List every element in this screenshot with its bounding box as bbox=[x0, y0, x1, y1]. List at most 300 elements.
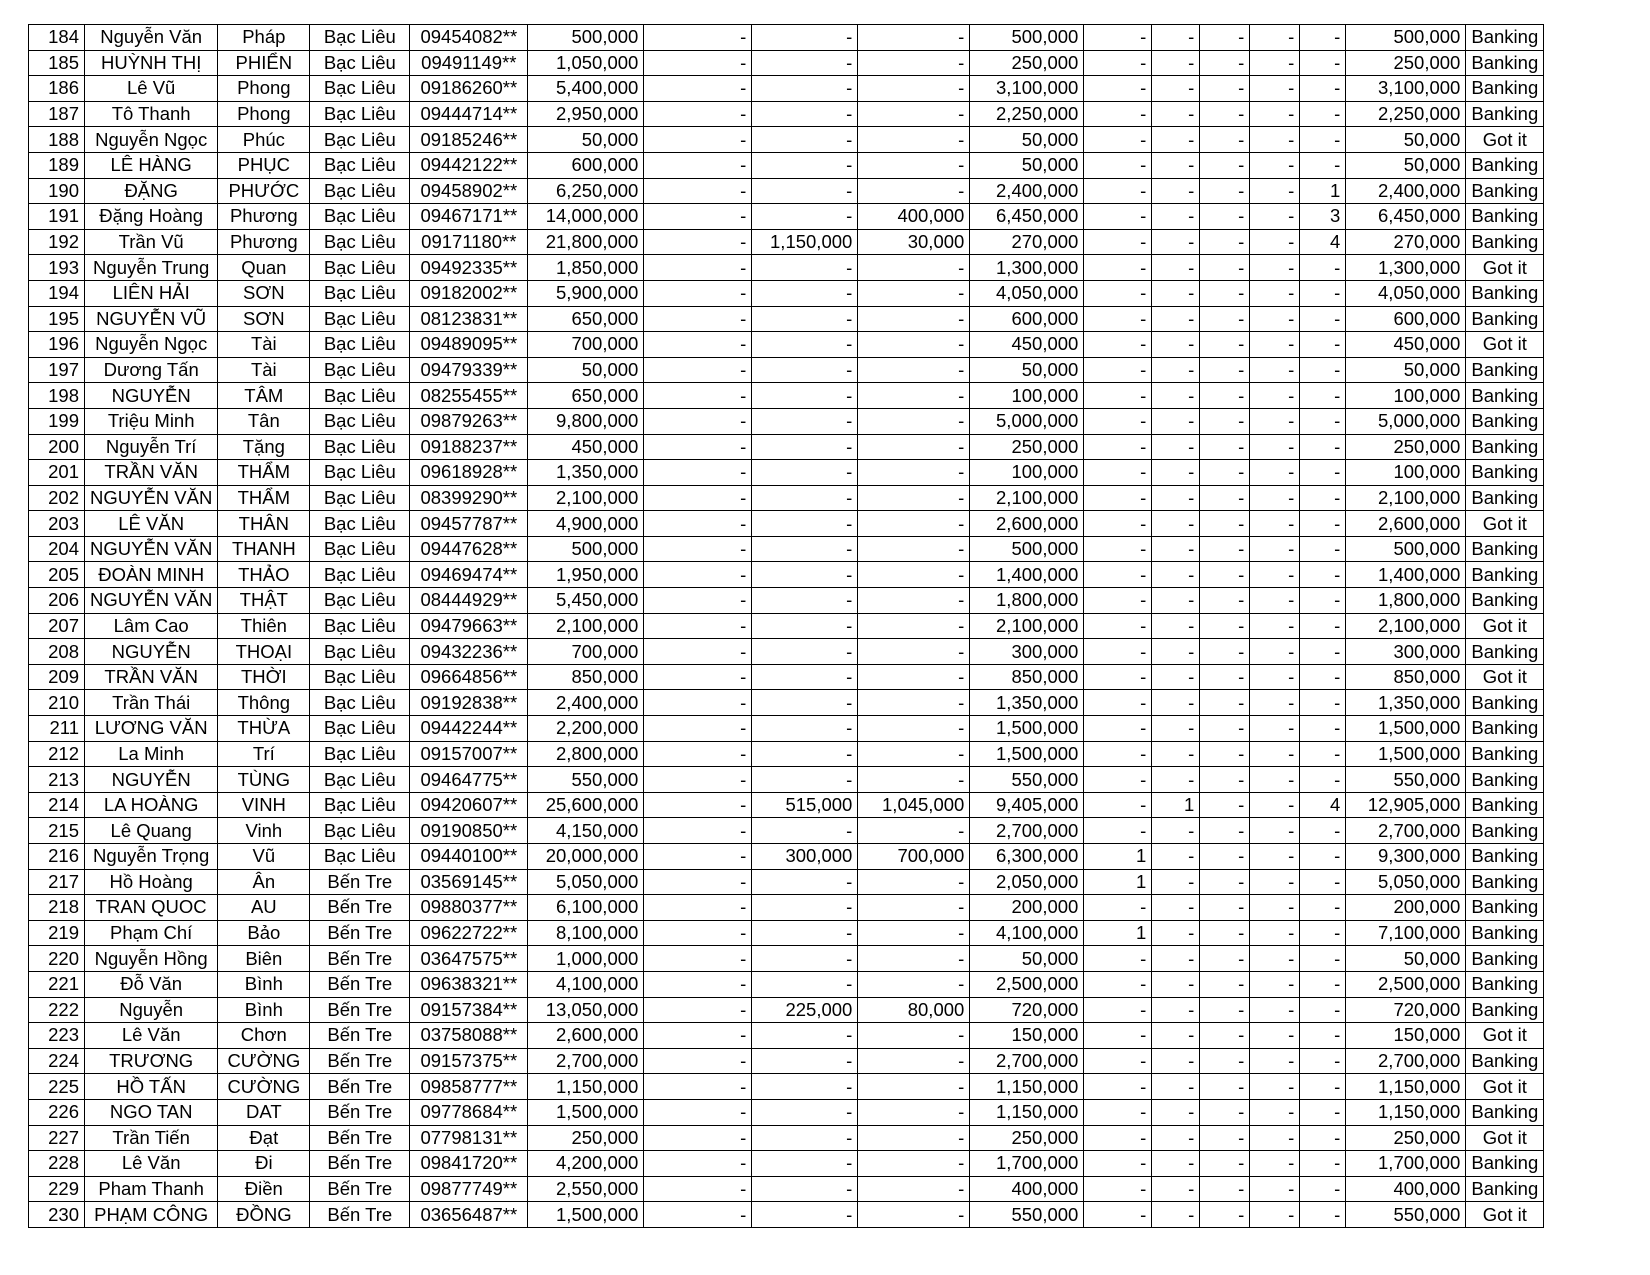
cell-flag-3: - bbox=[1200, 920, 1250, 946]
cell-amount-final: 250,000 bbox=[1346, 1125, 1466, 1151]
cell-amount-paid: 6,300,000 bbox=[970, 844, 1084, 870]
table-row bbox=[29, 792, 1544, 818]
cell-row-index: 190 bbox=[29, 178, 85, 204]
cell-flag-5: - bbox=[1300, 613, 1346, 639]
cell-first-name: Thông bbox=[218, 690, 310, 716]
cell-flag-3: - bbox=[1200, 869, 1250, 895]
cell-first-name: THẢO bbox=[218, 562, 310, 588]
cell-phone: 09157384** bbox=[410, 997, 528, 1023]
cell-flag-2: - bbox=[1152, 1023, 1200, 1049]
cell-payment-method: Banking bbox=[1466, 434, 1544, 460]
cell-amount-final: 250,000 bbox=[1346, 50, 1466, 76]
cell-col-c: - bbox=[858, 920, 970, 946]
cell-col-b: - bbox=[752, 101, 858, 127]
cell-flag-5: - bbox=[1300, 127, 1346, 153]
cell-surname-given: Phạm Chí bbox=[85, 920, 218, 946]
cell-flag-1: - bbox=[1084, 127, 1152, 153]
cell-first-name: Tân bbox=[218, 408, 310, 434]
cell-flag-3: - bbox=[1200, 1048, 1250, 1074]
cell-province: Bạc Liêu bbox=[310, 408, 410, 434]
cell-flag-5: - bbox=[1300, 1176, 1346, 1202]
cell-province: Bạc Liêu bbox=[310, 639, 410, 665]
cell-phone: 09877749** bbox=[410, 1176, 528, 1202]
cell-flag-3: - bbox=[1200, 101, 1250, 127]
table-row bbox=[29, 536, 1544, 562]
cell-flag-2: - bbox=[1152, 1202, 1200, 1228]
cell-surname-given: Pham Thanh bbox=[85, 1176, 218, 1202]
cell-flag-3: - bbox=[1200, 485, 1250, 511]
cell-col-a: - bbox=[644, 357, 752, 383]
cell-payment-method: Banking bbox=[1466, 1176, 1544, 1202]
cell-flag-5: - bbox=[1300, 920, 1346, 946]
cell-col-c: - bbox=[858, 127, 970, 153]
cell-col-a: - bbox=[644, 280, 752, 306]
cell-surname-given: TRẦN VĂN bbox=[85, 460, 218, 486]
cell-amount-final: 5,000,000 bbox=[1346, 408, 1466, 434]
cell-flag-5: 4 bbox=[1300, 792, 1346, 818]
cell-province: Bạc Liêu bbox=[310, 767, 410, 793]
cell-col-a: - bbox=[644, 511, 752, 537]
cell-surname-given: LƯƠNG VĂN bbox=[85, 716, 218, 742]
cell-amount-final: 720,000 bbox=[1346, 997, 1466, 1023]
cell-col-b: - bbox=[752, 357, 858, 383]
cell-amount-total: 4,900,000 bbox=[528, 511, 644, 537]
cell-col-a: - bbox=[644, 895, 752, 921]
cell-phone: 09618928** bbox=[410, 460, 528, 486]
cell-col-a: - bbox=[644, 869, 752, 895]
cell-col-c: - bbox=[858, 767, 970, 793]
cell-payment-method: Banking bbox=[1466, 76, 1544, 102]
cell-flag-2: - bbox=[1152, 485, 1200, 511]
cell-col-a: - bbox=[644, 920, 752, 946]
cell-row-index: 211 bbox=[29, 716, 85, 742]
table-row bbox=[29, 357, 1544, 383]
cell-surname-given: Đỗ Văn bbox=[85, 971, 218, 997]
cell-flag-3: - bbox=[1200, 536, 1250, 562]
cell-flag-4: - bbox=[1250, 204, 1300, 230]
cell-flag-5: 3 bbox=[1300, 204, 1346, 230]
cell-amount-paid: 550,000 bbox=[970, 1202, 1084, 1228]
cell-flag-1: - bbox=[1084, 204, 1152, 230]
cell-amount-paid: 250,000 bbox=[970, 1125, 1084, 1151]
cell-flag-2: - bbox=[1152, 562, 1200, 588]
cell-amount-total: 4,200,000 bbox=[528, 1151, 644, 1177]
cell-first-name: Vũ bbox=[218, 844, 310, 870]
cell-first-name: Đạt bbox=[218, 1125, 310, 1151]
cell-row-index: 187 bbox=[29, 101, 85, 127]
cell-flag-5: 4 bbox=[1300, 229, 1346, 255]
cell-first-name: Điền bbox=[218, 1176, 310, 1202]
cell-col-b: - bbox=[752, 1074, 858, 1100]
cell-flag-4: - bbox=[1250, 229, 1300, 255]
cell-flag-5: - bbox=[1300, 690, 1346, 716]
cell-flag-4: - bbox=[1250, 511, 1300, 537]
cell-province: Bạc Liêu bbox=[310, 613, 410, 639]
cell-col-b: - bbox=[752, 511, 858, 537]
cell-amount-final: 50,000 bbox=[1346, 127, 1466, 153]
cell-col-b: - bbox=[752, 971, 858, 997]
cell-surname-given: Nguyễn Trọng bbox=[85, 844, 218, 870]
cell-flag-2: - bbox=[1152, 332, 1200, 358]
cell-col-c: - bbox=[858, 1202, 970, 1228]
cell-amount-paid: 50,000 bbox=[970, 357, 1084, 383]
cell-col-a: - bbox=[644, 946, 752, 972]
cell-flag-2: - bbox=[1152, 511, 1200, 537]
cell-col-c: - bbox=[858, 818, 970, 844]
cell-flag-1: - bbox=[1084, 50, 1152, 76]
cell-amount-paid: 250,000 bbox=[970, 434, 1084, 460]
cell-payment-method: Banking bbox=[1466, 895, 1544, 921]
cell-amount-final: 400,000 bbox=[1346, 1176, 1466, 1202]
cell-province: Bạc Liêu bbox=[310, 101, 410, 127]
cell-surname-given: NGUYỄN VĂN bbox=[85, 536, 218, 562]
cell-flag-4: - bbox=[1250, 1125, 1300, 1151]
cell-first-name: PHỤC bbox=[218, 152, 310, 178]
cell-col-b: - bbox=[752, 562, 858, 588]
cell-surname-given: ĐOÀN MINH bbox=[85, 562, 218, 588]
cell-flag-4: - bbox=[1250, 101, 1300, 127]
cell-first-name: Đi bbox=[218, 1151, 310, 1177]
cell-province: Bạc Liêu bbox=[310, 716, 410, 742]
cell-payment-method: Banking bbox=[1466, 204, 1544, 230]
cell-row-index: 200 bbox=[29, 434, 85, 460]
cell-flag-4: - bbox=[1250, 971, 1300, 997]
cell-province: Bến Tre bbox=[310, 869, 410, 895]
cell-flag-2: - bbox=[1152, 1099, 1200, 1125]
cell-amount-total: 650,000 bbox=[528, 383, 644, 409]
cell-payment-method: Banking bbox=[1466, 920, 1544, 946]
cell-col-c: - bbox=[858, 1023, 970, 1049]
cell-flag-5: - bbox=[1300, 408, 1346, 434]
cell-payment-method: Banking bbox=[1466, 639, 1544, 665]
cell-province: Bạc Liêu bbox=[310, 332, 410, 358]
cell-col-a: - bbox=[644, 1048, 752, 1074]
cell-col-c: - bbox=[858, 152, 970, 178]
cell-flag-3: - bbox=[1200, 741, 1250, 767]
cell-payment-method: Banking bbox=[1466, 844, 1544, 870]
cell-col-c: - bbox=[858, 332, 970, 358]
cell-surname-given: Nguyễn Ngọc bbox=[85, 127, 218, 153]
table-row bbox=[29, 639, 1544, 665]
cell-amount-paid: 1,300,000 bbox=[970, 255, 1084, 281]
cell-flag-3: - bbox=[1200, 997, 1250, 1023]
cell-col-b: - bbox=[752, 895, 858, 921]
cell-amount-final: 200,000 bbox=[1346, 895, 1466, 921]
cell-payment-method: Banking bbox=[1466, 50, 1544, 76]
cell-phone: 09457787** bbox=[410, 511, 528, 537]
cell-row-index: 213 bbox=[29, 767, 85, 793]
cell-first-name: PHIỂN bbox=[218, 50, 310, 76]
cell-col-a: - bbox=[644, 332, 752, 358]
cell-amount-paid: 2,700,000 bbox=[970, 818, 1084, 844]
cell-surname-given: Lê Văn bbox=[85, 1151, 218, 1177]
cell-phone: 09664856** bbox=[410, 664, 528, 690]
cell-row-index: 191 bbox=[29, 204, 85, 230]
cell-col-b: - bbox=[752, 767, 858, 793]
cell-flag-5: - bbox=[1300, 767, 1346, 793]
cell-surname-given: Trần Tiến bbox=[85, 1125, 218, 1151]
cell-phone: 09489095** bbox=[410, 332, 528, 358]
cell-flag-3: - bbox=[1200, 1202, 1250, 1228]
cell-col-b: 300,000 bbox=[752, 844, 858, 870]
cell-col-a: - bbox=[644, 204, 752, 230]
cell-flag-2: - bbox=[1152, 383, 1200, 409]
cell-amount-total: 500,000 bbox=[528, 25, 644, 51]
cell-payment-method: Banking bbox=[1466, 460, 1544, 486]
cell-phone: 08399290** bbox=[410, 485, 528, 511]
table-row bbox=[29, 383, 1544, 409]
cell-payment-method: Banking bbox=[1466, 946, 1544, 972]
cell-col-a: - bbox=[644, 767, 752, 793]
cell-col-b: - bbox=[752, 127, 858, 153]
cell-amount-total: 1,050,000 bbox=[528, 50, 644, 76]
cell-amount-final: 4,050,000 bbox=[1346, 280, 1466, 306]
cell-province: Bến Tre bbox=[310, 1099, 410, 1125]
cell-flag-1: - bbox=[1084, 792, 1152, 818]
table-row bbox=[29, 1125, 1544, 1151]
cell-first-name: CƯỜNG bbox=[218, 1048, 310, 1074]
cell-amount-paid: 3,100,000 bbox=[970, 76, 1084, 102]
cell-col-c: 80,000 bbox=[858, 997, 970, 1023]
cell-col-a: - bbox=[644, 76, 752, 102]
cell-flag-3: - bbox=[1200, 383, 1250, 409]
cell-flag-3: - bbox=[1200, 434, 1250, 460]
cell-row-index: 230 bbox=[29, 1202, 85, 1228]
cell-flag-3: - bbox=[1200, 716, 1250, 742]
cell-first-name: SƠN bbox=[218, 306, 310, 332]
cell-surname-given: PHẠM CÔNG bbox=[85, 1202, 218, 1228]
cell-surname-given: TRẦN VĂN bbox=[85, 664, 218, 690]
cell-amount-paid: 250,000 bbox=[970, 50, 1084, 76]
cell-flag-1: - bbox=[1084, 1048, 1152, 1074]
cell-province: Bạc Liêu bbox=[310, 741, 410, 767]
cell-surname-given: HỒ TẤN bbox=[85, 1074, 218, 1100]
cell-flag-1: - bbox=[1084, 178, 1152, 204]
cell-flag-4: - bbox=[1250, 1151, 1300, 1177]
cell-province: Bạc Liêu bbox=[310, 588, 410, 614]
cell-phone: 03569145** bbox=[410, 869, 528, 895]
cell-col-a: - bbox=[644, 460, 752, 486]
cell-amount-total: 5,900,000 bbox=[528, 280, 644, 306]
cell-flag-1: - bbox=[1084, 408, 1152, 434]
cell-flag-2: - bbox=[1152, 50, 1200, 76]
cell-col-b: 1,150,000 bbox=[752, 229, 858, 255]
cell-amount-paid: 2,600,000 bbox=[970, 511, 1084, 537]
cell-amount-total: 850,000 bbox=[528, 664, 644, 690]
cell-flag-1: - bbox=[1084, 306, 1152, 332]
cell-col-b: - bbox=[752, 716, 858, 742]
cell-col-b: - bbox=[752, 664, 858, 690]
cell-province: Bến Tre bbox=[310, 1074, 410, 1100]
cell-flag-4: - bbox=[1250, 895, 1300, 921]
cell-row-index: 205 bbox=[29, 562, 85, 588]
cell-col-a: - bbox=[644, 255, 752, 281]
cell-province: Bến Tre bbox=[310, 1023, 410, 1049]
cell-col-c: - bbox=[858, 869, 970, 895]
cell-col-a: - bbox=[644, 1074, 752, 1100]
cell-flag-1: - bbox=[1084, 639, 1152, 665]
table-row bbox=[29, 178, 1544, 204]
cell-surname-given: NGUYỄN VĂN bbox=[85, 588, 218, 614]
cell-flag-1: - bbox=[1084, 25, 1152, 51]
cell-col-c: - bbox=[858, 536, 970, 562]
cell-flag-1: - bbox=[1084, 767, 1152, 793]
cell-surname-given: Lê Vũ bbox=[85, 76, 218, 102]
cell-amount-total: 2,100,000 bbox=[528, 613, 644, 639]
table-row bbox=[29, 1048, 1544, 1074]
cell-flag-2: - bbox=[1152, 408, 1200, 434]
cell-phone: 09186260** bbox=[410, 76, 528, 102]
cell-flag-5: - bbox=[1300, 152, 1346, 178]
cell-payment-method: Got it bbox=[1466, 1074, 1544, 1100]
cell-flag-5: - bbox=[1300, 1048, 1346, 1074]
cell-col-b: - bbox=[752, 536, 858, 562]
cell-flag-3: - bbox=[1200, 460, 1250, 486]
cell-surname-given: Nguyễn Trí bbox=[85, 434, 218, 460]
cell-amount-total: 2,800,000 bbox=[528, 741, 644, 767]
table-row bbox=[29, 716, 1544, 742]
cell-first-name: Pháp bbox=[218, 25, 310, 51]
cell-phone: 09185246** bbox=[410, 127, 528, 153]
cell-col-b: - bbox=[752, 639, 858, 665]
cell-flag-1: 1 bbox=[1084, 920, 1152, 946]
cell-phone: 09440100** bbox=[410, 844, 528, 870]
cell-col-c: - bbox=[858, 434, 970, 460]
cell-flag-5: - bbox=[1300, 844, 1346, 870]
cell-province: Bạc Liêu bbox=[310, 280, 410, 306]
cell-amount-total: 25,600,000 bbox=[528, 792, 644, 818]
cell-surname-given: NGUYỄN bbox=[85, 383, 218, 409]
cell-flag-5: - bbox=[1300, 383, 1346, 409]
cell-col-a: - bbox=[644, 1099, 752, 1125]
cell-flag-1: - bbox=[1084, 255, 1152, 281]
cell-flag-1: 1 bbox=[1084, 869, 1152, 895]
cell-flag-4: - bbox=[1250, 280, 1300, 306]
cell-amount-paid: 1,350,000 bbox=[970, 690, 1084, 716]
cell-col-a: - bbox=[644, 716, 752, 742]
cell-flag-1: - bbox=[1084, 280, 1152, 306]
cell-amount-final: 6,450,000 bbox=[1346, 204, 1466, 230]
cell-flag-1: - bbox=[1084, 383, 1152, 409]
cell-col-b: - bbox=[752, 588, 858, 614]
cell-col-a: - bbox=[644, 664, 752, 690]
cell-first-name: THANH bbox=[218, 536, 310, 562]
cell-flag-4: - bbox=[1250, 332, 1300, 358]
cell-amount-paid: 6,450,000 bbox=[970, 204, 1084, 230]
cell-flag-2: - bbox=[1152, 1176, 1200, 1202]
cell-amount-total: 1,000,000 bbox=[528, 946, 644, 972]
cell-flag-1: - bbox=[1084, 152, 1152, 178]
cell-row-index: 184 bbox=[29, 25, 85, 51]
cell-col-c: 1,045,000 bbox=[858, 792, 970, 818]
cell-amount-final: 100,000 bbox=[1346, 383, 1466, 409]
cell-flag-4: - bbox=[1250, 1048, 1300, 1074]
cell-first-name: Bình bbox=[218, 997, 310, 1023]
cell-phone: 03647575** bbox=[410, 946, 528, 972]
table-row bbox=[29, 664, 1544, 690]
cell-flag-2: - bbox=[1152, 869, 1200, 895]
cell-phone: 09447628** bbox=[410, 536, 528, 562]
cell-surname-given: Trần Vũ bbox=[85, 229, 218, 255]
cell-province: Bạc Liêu bbox=[310, 50, 410, 76]
cell-flag-3: - bbox=[1200, 306, 1250, 332]
cell-flag-5: - bbox=[1300, 997, 1346, 1023]
cell-flag-5: 1 bbox=[1300, 178, 1346, 204]
cell-col-b: - bbox=[752, 1202, 858, 1228]
cell-amount-total: 20,000,000 bbox=[528, 844, 644, 870]
cell-amount-total: 550,000 bbox=[528, 767, 644, 793]
cell-surname-given: LÊ HÀNG bbox=[85, 152, 218, 178]
cell-flag-3: - bbox=[1200, 562, 1250, 588]
cell-flag-1: - bbox=[1084, 332, 1152, 358]
cell-flag-4: - bbox=[1250, 741, 1300, 767]
cell-amount-paid: 100,000 bbox=[970, 383, 1084, 409]
cell-flag-2: - bbox=[1152, 178, 1200, 204]
cell-surname-given: NGUYỄN VĂN bbox=[85, 485, 218, 511]
table-row bbox=[29, 818, 1544, 844]
cell-flag-5: - bbox=[1300, 434, 1346, 460]
cell-flag-5: - bbox=[1300, 818, 1346, 844]
cell-payment-method: Got it bbox=[1466, 332, 1544, 358]
cell-amount-final: 50,000 bbox=[1346, 357, 1466, 383]
cell-province: Bến Tre bbox=[310, 946, 410, 972]
cell-amount-paid: 100,000 bbox=[970, 460, 1084, 486]
cell-col-c: - bbox=[858, 25, 970, 51]
cell-flag-5: - bbox=[1300, 50, 1346, 76]
cell-flag-4: - bbox=[1250, 997, 1300, 1023]
cell-flag-1: - bbox=[1084, 1099, 1152, 1125]
cell-flag-2: - bbox=[1152, 767, 1200, 793]
cell-flag-5: - bbox=[1300, 255, 1346, 281]
cell-amount-final: 2,600,000 bbox=[1346, 511, 1466, 537]
cell-payment-method: Banking bbox=[1466, 767, 1544, 793]
cell-flag-5: - bbox=[1300, 306, 1346, 332]
cell-flag-3: - bbox=[1200, 895, 1250, 921]
cell-amount-final: 12,905,000 bbox=[1346, 792, 1466, 818]
cell-phone: 09444714** bbox=[410, 101, 528, 127]
cell-province: Bạc Liêu bbox=[310, 690, 410, 716]
cell-flag-4: - bbox=[1250, 562, 1300, 588]
cell-flag-2: - bbox=[1152, 229, 1200, 255]
cell-flag-3: - bbox=[1200, 357, 1250, 383]
cell-flag-4: - bbox=[1250, 818, 1300, 844]
cell-flag-2: - bbox=[1152, 1125, 1200, 1151]
cell-flag-3: - bbox=[1200, 204, 1250, 230]
cell-flag-1: - bbox=[1084, 485, 1152, 511]
cell-flag-4: - bbox=[1250, 536, 1300, 562]
cell-flag-1: - bbox=[1084, 997, 1152, 1023]
cell-amount-total: 1,350,000 bbox=[528, 460, 644, 486]
cell-amount-total: 1,950,000 bbox=[528, 562, 644, 588]
cell-amount-final: 50,000 bbox=[1346, 946, 1466, 972]
cell-amount-final: 2,500,000 bbox=[1346, 971, 1466, 997]
cell-flag-5: - bbox=[1300, 280, 1346, 306]
cell-amount-paid: 1,400,000 bbox=[970, 562, 1084, 588]
cell-first-name: Tặng bbox=[218, 434, 310, 460]
cell-flag-3: - bbox=[1200, 25, 1250, 51]
cell-flag-3: - bbox=[1200, 639, 1250, 665]
cell-amount-total: 6,250,000 bbox=[528, 178, 644, 204]
cell-row-index: 194 bbox=[29, 280, 85, 306]
cell-amount-paid: 2,250,000 bbox=[970, 101, 1084, 127]
cell-flag-1: - bbox=[1084, 1023, 1152, 1049]
table-row bbox=[29, 997, 1544, 1023]
cell-amount-paid: 600,000 bbox=[970, 306, 1084, 332]
cell-flag-2: - bbox=[1152, 971, 1200, 997]
table-row bbox=[29, 1023, 1544, 1049]
cell-col-c: - bbox=[858, 460, 970, 486]
table-row bbox=[29, 332, 1544, 358]
